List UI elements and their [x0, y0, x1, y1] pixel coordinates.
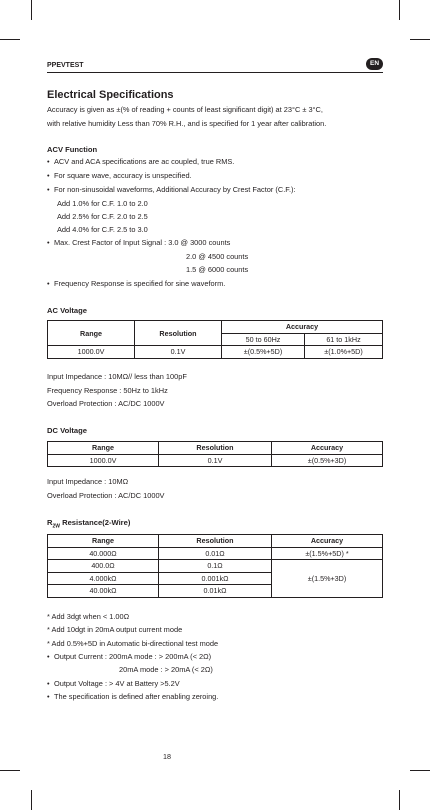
zeroing-bullet: • The specification is defined after enabling zeroing.	[47, 692, 219, 701]
cell-accuracy: ±(1.0%+5D)	[305, 346, 383, 359]
cell-range: 1000.0V	[48, 346, 135, 359]
crop-mark	[410, 39, 430, 40]
acv-bullet: • ACV and ACA specifications are ac coupled, true RMS.	[47, 157, 235, 166]
acv-bullet: • For square wave, accuracy is unspecified.	[47, 171, 192, 180]
header-accuracy: Accuracy	[222, 321, 383, 334]
table-row	[48, 454, 383, 467]
header-rule	[47, 72, 383, 73]
dc-note: Input Impedance : 10MΩ	[47, 477, 129, 486]
table-row	[48, 560, 383, 573]
crest-max-bullet: • Max. Crest Factor of Input Signal : 3.0 @ 3000 counts	[47, 238, 231, 247]
cell-resolution: 0.01kΩ	[159, 585, 272, 598]
crop-mark	[410, 770, 430, 771]
cell-accuracy: ±(0.5%+3D)	[272, 454, 383, 467]
cell-resolution: 0.1V	[135, 346, 222, 359]
resistance-footnote: * Add 0.5%+5D in Automatic bi-directional test mode	[47, 639, 219, 648]
cell-resolution: 0.001kΩ	[159, 572, 272, 585]
header-freq-low: 50 to 60Hz	[222, 333, 305, 346]
cell-resolution: 0.1V	[159, 454, 272, 467]
crop-mark	[0, 770, 20, 771]
acv-heading: ACV Function	[47, 145, 98, 154]
resistance-footnote: * Add 10dgt in 20mA output current mode	[47, 625, 183, 634]
cell-resolution: 0.01Ω	[159, 547, 272, 560]
header-accuracy: Accuracy	[272, 535, 383, 548]
ac-note: Input Impedance : 10MΩ// less than 100pF	[47, 372, 187, 381]
output-current-bullet: • Output Current : 200mA mode : > 200mA (< 2Ω)	[47, 652, 212, 661]
crest-factor-line: Add 2.5% for C.F. 2.0 to 2.5	[57, 212, 148, 221]
ac-voltage-table	[47, 320, 383, 359]
acv-bullet: • For non-sinusoidal waveforms, Additional Accuracy by Crest Factor (C.F.):	[47, 185, 296, 194]
frequency-bullet: • Frequency Response is specified for sine waveform.	[47, 279, 226, 288]
intro-line: with relative humidity Less than 70% R.H., and is specified for 1 year after calibration.	[47, 119, 327, 128]
cell-range: 400.0Ω	[48, 560, 159, 573]
resistance-heading: $R_{2W}$ Resistance(2-Wire)	[47, 518, 131, 530]
cell-range: 1000.0V	[48, 454, 159, 467]
dc-voltage-heading: DC Voltage	[47, 426, 87, 435]
crop-mark	[31, 790, 32, 810]
dc-note: Overload Protection : AC/DC 1000V	[47, 491, 165, 500]
cell-accuracy: ±(1.5%+5D) *	[272, 547, 383, 560]
dc-voltage-table	[47, 441, 383, 467]
header-resolution: Resolution	[159, 535, 272, 548]
section-title: Electrical Specifications	[47, 89, 174, 101]
ac-note: Overload Protection : AC/DC 1000V	[47, 399, 165, 408]
header-title: PPEVTEST	[47, 62, 84, 69]
crop-mark	[399, 790, 400, 810]
crop-mark	[399, 0, 400, 20]
ac-note: Frequency Response : 50Hz to 1kHz	[47, 386, 168, 395]
header-freq-high: 61 to 1kHz	[305, 333, 383, 346]
resistance-footnote: * Add 3dgt when < 1.00Ω	[47, 612, 130, 621]
crest-factor-line: Add 1.0% for C.F. 1.0 to 2.0	[57, 199, 148, 208]
header-resolution: Resolution	[135, 321, 222, 346]
intro-line: Accuracy is given as ±(% of reading + counts of least significant digit) at 23°C ± 3°C,	[47, 105, 323, 114]
output-current-line: 20mA mode : > 20mA (< 2Ω)	[119, 665, 213, 674]
header-range: Range	[48, 442, 159, 455]
cell-range: 40.00kΩ	[48, 585, 159, 598]
crest-max-line: 2.0 @ 4500 counts	[186, 252, 249, 261]
header-range: Range	[48, 321, 135, 346]
cell-range: 4.000kΩ	[48, 572, 159, 585]
cell-accuracy-merged: ±(1.5%+3D)	[272, 560, 383, 598]
crop-mark	[0, 39, 20, 40]
page-number: 18	[163, 752, 171, 761]
output-voltage-bullet: • Output Voltage : > 4V at Battery >5.2V	[47, 679, 180, 688]
cell-accuracy: ±(0.5%+5D)	[222, 346, 305, 359]
resistance-table	[47, 534, 383, 598]
header-range: Range	[48, 535, 159, 548]
crest-factor-line: Add 4.0% for C.F. 2.5 to 3.0	[57, 225, 148, 234]
table-row	[48, 547, 383, 560]
language-badge: EN	[366, 58, 383, 70]
header-accuracy: Accuracy	[272, 442, 383, 455]
header-resolution: Resolution	[159, 442, 272, 455]
crest-max-line: 1.5 @ 6000 counts	[186, 265, 249, 274]
cell-resolution: 0.1Ω	[159, 560, 272, 573]
ac-voltage-heading: AC Voltage	[47, 306, 87, 315]
crop-mark	[31, 0, 32, 20]
table-row	[48, 346, 383, 359]
cell-range: 40.000Ω	[48, 547, 159, 560]
